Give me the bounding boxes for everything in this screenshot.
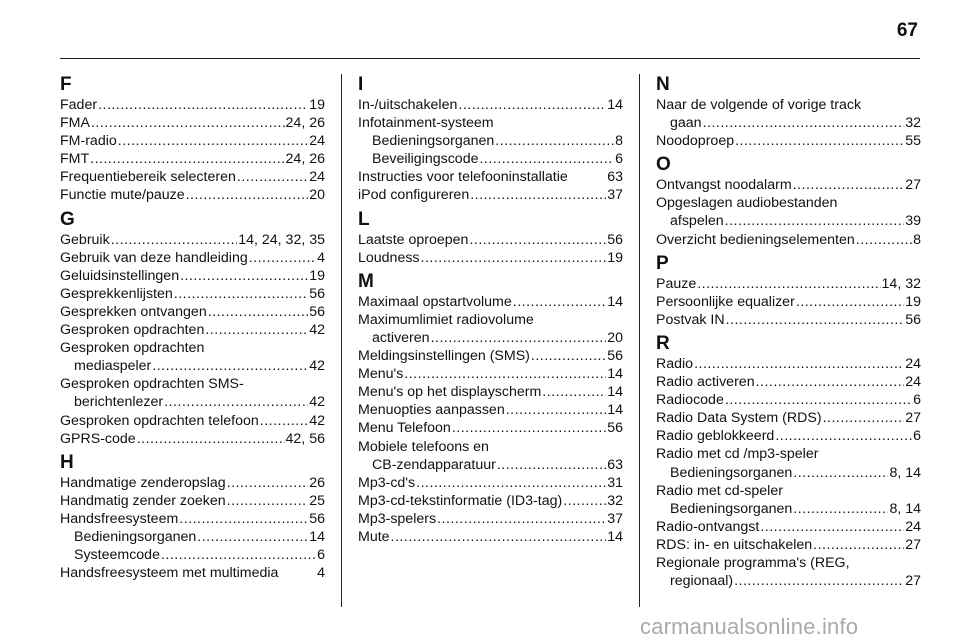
dot-leader [98, 96, 308, 114]
entry-page-ref: 56 [607, 231, 623, 248]
index-entry-heading: Gesproken opdrachten SMS- [60, 376, 244, 393]
entry-term: gaan [670, 115, 702, 132]
entry-term: Geluidsinstellingen [60, 267, 180, 284]
entry-term: Noodoproep [656, 133, 735, 150]
entry-term: Postvak IN [656, 311, 725, 328]
entry-term: Menu's op het displayscherm [358, 384, 542, 401]
dot-leader [793, 176, 905, 194]
entry-term: Menuopties aanpassen [358, 402, 505, 419]
entry-page-ref: 63 [607, 169, 623, 186]
section-letter: L [358, 208, 370, 230]
index-entry [656, 572, 921, 590]
entry-page-ref: 42 [309, 394, 325, 411]
section-letter: N [656, 74, 670, 95]
entry-term: Fader [60, 97, 98, 113]
index-entry-heading: Gesproken opdrachten [60, 340, 205, 357]
entry-page-ref: 37 [607, 510, 623, 527]
dot-leader [760, 518, 904, 536]
dot-leader [227, 474, 309, 492]
entry-term: Mute [358, 528, 390, 545]
entry-page-ref: 19 [309, 267, 325, 284]
entry-term: afspelen [670, 213, 724, 230]
dot-leader [725, 212, 905, 230]
index-entry [358, 293, 623, 311]
entry-page-ref: 6 [913, 428, 921, 445]
index-section [358, 209, 623, 267]
index-entry [60, 393, 325, 411]
dot-leader [404, 365, 606, 383]
index-column-1 [60, 74, 325, 586]
dot-leader [856, 231, 912, 249]
entry-term: Radio-ontvangst [656, 518, 760, 535]
index-entry [358, 329, 623, 347]
dot-leader [531, 347, 606, 365]
entry-page-ref: 27 [905, 177, 921, 194]
index-entry [358, 456, 623, 474]
dot-leader [118, 132, 308, 150]
dot-leader [391, 528, 607, 546]
entry-page-ref: 32 [607, 492, 623, 509]
entry-term: Bedieningsorganen [74, 528, 197, 545]
dot-leader [179, 510, 308, 528]
index-entry [60, 303, 325, 321]
column-divider [639, 74, 640, 607]
index-entry [656, 500, 921, 518]
dot-leader [416, 474, 606, 492]
dot-leader [421, 249, 607, 267]
entry-page-ref: 27 [905, 536, 921, 553]
index-entry [656, 176, 921, 194]
index-column-2 [358, 74, 623, 550]
dot-leader [697, 275, 880, 293]
index-section [358, 74, 623, 205]
entry-term: Mp3-cd-tekstinformatie (ID3-tag) [358, 492, 563, 509]
entry-term: Bedieningsorganen [372, 133, 495, 150]
entry-page-ref: 19 [607, 249, 623, 266]
entry-page-ref: 42, 56 [285, 430, 325, 447]
entry-term: Frequentiebereik selecteren [60, 169, 236, 186]
entry-page-ref: 56 [309, 510, 325, 527]
entry-term: Handsfreesysteem met multimedia [60, 565, 279, 582]
entry-term: Radio geblokkeerd [656, 428, 775, 445]
dot-leader [111, 231, 238, 249]
dot-leader [431, 329, 607, 347]
index-section [656, 333, 921, 590]
dot-leader [437, 510, 606, 528]
dot-leader [227, 492, 309, 510]
index-entry [358, 168, 623, 186]
index-entry [60, 474, 325, 492]
index-section [358, 271, 623, 546]
entry-term: Gebruik van deze handleiding [60, 249, 248, 266]
index-entry [60, 96, 325, 114]
dot-leader [563, 492, 606, 510]
dot-leader [186, 186, 309, 204]
index-entry [656, 275, 921, 293]
entry-page-ref: 20 [309, 187, 325, 204]
index-entry [358, 132, 623, 150]
dot-leader [497, 456, 606, 474]
index-entry [358, 249, 623, 267]
index-entry [358, 347, 623, 365]
entry-page-ref: 56 [607, 420, 623, 437]
entry-term: Menu's [358, 366, 404, 383]
dot-leader [735, 132, 904, 150]
entry-page-ref: 24 [905, 355, 921, 372]
entry-page-ref: 56 [607, 348, 623, 365]
dot-leader [137, 430, 285, 448]
dot-leader [260, 412, 308, 430]
index-entry [656, 293, 921, 311]
index-entry [60, 412, 325, 430]
entry-term: iPod configureren [358, 187, 470, 204]
entry-term: Gesprekken ontvangen [60, 303, 207, 320]
dot-leader [513, 293, 606, 311]
entry-term: In-/uitschakelen [358, 97, 458, 113]
entry-term: Handmatige zenderopslag [60, 474, 226, 491]
section-letter: M [358, 270, 374, 292]
entry-page-ref: 56 [309, 303, 325, 320]
index-entry [60, 186, 325, 204]
index-entry [358, 231, 623, 249]
index-entry [656, 536, 921, 554]
dot-leader [479, 150, 614, 168]
index-entry [358, 510, 623, 528]
entry-term: Beveiligingscode [372, 151, 479, 168]
index-entry [656, 464, 921, 482]
index-entry [60, 357, 325, 375]
watermark: carmanualsonline.info [640, 614, 859, 639]
entry-page-ref: 8, 14 [889, 500, 921, 517]
entry-page-ref: 8 [615, 133, 623, 150]
dot-leader [91, 114, 285, 132]
index-entry [358, 96, 623, 114]
index-entry-heading: Radio met cd /mp3-speler [656, 446, 819, 463]
section-letter: P [656, 252, 669, 274]
dot-leader [793, 500, 888, 518]
header-rule [60, 58, 920, 59]
index-entry [60, 249, 325, 267]
entry-term: Gesproken opdrachten telefoon [60, 412, 259, 429]
entry-page-ref: 24, 26 [285, 151, 325, 168]
section-letter: R [656, 332, 670, 354]
index-entry [656, 212, 921, 230]
entry-term: Menu Telefoon [358, 420, 451, 437]
entry-page-ref: 20 [607, 329, 623, 346]
index-entry-heading: Maximumlimiet radiovolume [358, 311, 534, 328]
entry-term: regionaal) [670, 573, 734, 590]
entry-page-ref: 14 [607, 293, 623, 310]
entry-page-ref: 14 [607, 366, 623, 383]
index-entry [60, 430, 325, 448]
entry-term: Mp3-cd's [358, 474, 416, 491]
entry-page-ref: 27 [905, 573, 921, 590]
index-entry [656, 427, 921, 445]
dot-leader [542, 383, 606, 401]
dot-leader [506, 401, 607, 419]
index-entry-heading: Naar de volgende of vorige track [656, 97, 862, 113]
index-section [60, 209, 325, 448]
entry-page-ref: 8 [913, 231, 921, 248]
entry-page-ref: 56 [309, 285, 325, 302]
entry-term: Systeemcode [74, 547, 160, 564]
index-entry [656, 518, 921, 536]
section-letter: I [358, 74, 364, 95]
entry-page-ref: 25 [309, 492, 325, 509]
entry-term: Handsfreesysteem [60, 510, 179, 527]
index-section [60, 74, 325, 205]
dot-leader [205, 321, 308, 339]
entry-page-ref: 14 [607, 528, 623, 545]
index-entry [358, 383, 623, 401]
index-entry [656, 373, 921, 391]
entry-term: Pauze [656, 275, 697, 292]
index-entry [656, 132, 921, 150]
dot-leader [174, 285, 308, 303]
entry-term: FM-radio [60, 133, 117, 150]
index-entry [358, 401, 623, 419]
dot-leader [703, 114, 905, 132]
dot-leader [725, 391, 912, 409]
index-entry [656, 311, 921, 329]
dot-leader [726, 311, 905, 329]
entry-term: Laatste oproepen [358, 231, 469, 248]
section-letter: F [60, 74, 72, 95]
entry-term: Ontvangst noodalarm [656, 177, 792, 194]
index-entry [358, 492, 623, 510]
entry-page-ref: 24, 26 [285, 115, 325, 132]
entry-page-ref: 24 [309, 133, 325, 150]
index-entry [60, 510, 325, 528]
entry-term: Radio activeren [656, 374, 755, 391]
entry-term: Instructies voor telefooninstallatie [358, 169, 568, 186]
entry-page-ref: 55 [905, 133, 921, 150]
index-entry-heading: Regionale programma's (REG, [656, 554, 850, 571]
entry-page-ref: 24 [905, 374, 921, 391]
dot-leader [164, 393, 308, 411]
entry-page-ref: 63 [607, 456, 623, 473]
entry-term: Mp3-spelers [358, 510, 437, 527]
page-number: 67 [896, 20, 918, 41]
entry-page-ref: 31 [607, 474, 623, 491]
dot-leader [469, 231, 606, 249]
dot-leader [495, 132, 614, 150]
column-divider [341, 74, 342, 607]
dot-leader [161, 546, 316, 564]
index-entry [60, 546, 325, 564]
entry-page-ref: 37 [607, 187, 623, 204]
dot-leader [152, 357, 308, 375]
index-entry [358, 150, 623, 168]
dot-leader [796, 293, 904, 311]
entry-page-ref: 14 [309, 528, 325, 545]
index-entry [60, 231, 325, 249]
entry-term: Meldingsinstellingen (SMS) [358, 348, 530, 365]
entry-page-ref: 14 [607, 384, 623, 401]
index-entry [60, 267, 325, 285]
entry-term: Handmatig zender zoeken [60, 492, 226, 509]
index-entry [656, 231, 921, 249]
dot-leader [237, 168, 308, 186]
entry-term: activeren [372, 329, 430, 346]
entry-term: FMA [60, 115, 90, 132]
entry-term: Gesproken opdrachten [60, 322, 205, 339]
index-entry [60, 285, 325, 303]
entry-term: Loudness [358, 249, 420, 266]
index-entry [358, 365, 623, 383]
index-section [656, 74, 921, 150]
entry-page-ref: 24 [905, 518, 921, 535]
dot-leader [458, 96, 606, 114]
entry-page-ref: 27 [905, 410, 921, 427]
index-entry [358, 186, 623, 204]
entry-page-ref: 14, 24, 32, 35 [238, 231, 325, 248]
index-section [60, 452, 325, 583]
entry-page-ref: 19 [309, 97, 325, 113]
entry-term: Radio [656, 355, 694, 372]
dot-leader [249, 249, 316, 267]
index-entry-heading: Infotainment-systeem [358, 115, 494, 132]
dot-leader [470, 186, 606, 204]
index-entry [60, 321, 325, 339]
entry-page-ref: 14 [607, 97, 623, 113]
index-entry-heading: Mobiele telefoons en [358, 438, 489, 455]
entry-page-ref: 32 [905, 115, 921, 132]
entry-term: FMT [60, 151, 90, 168]
entry-term: Gesprekkenlijsten [60, 285, 173, 302]
index-entry [60, 150, 325, 168]
entry-term: Functie mute/pauze [60, 187, 185, 204]
dot-leader [197, 528, 308, 546]
entry-page-ref: 42 [309, 358, 325, 375]
index-entry [358, 474, 623, 492]
entry-page-ref: 6 [615, 151, 623, 168]
dot-leader [813, 536, 904, 554]
section-letter: O [656, 154, 671, 176]
entry-page-ref: 4 [317, 565, 325, 582]
entry-page-ref: 42 [309, 412, 325, 429]
dot-leader [452, 419, 606, 437]
entry-term: GPRS-code [60, 430, 136, 447]
dot-leader [734, 572, 904, 590]
section-letter: H [60, 451, 74, 473]
entry-term: CB-zendapparatuur [372, 456, 496, 473]
dot-leader [208, 303, 309, 321]
entry-term: Radiocode [656, 392, 724, 409]
entry-page-ref: 42 [309, 322, 325, 339]
index-entry [656, 391, 921, 409]
index-section [656, 253, 921, 329]
index-entry [656, 409, 921, 427]
entry-term: Persoonlijke equalizer [656, 293, 795, 310]
dot-leader [775, 427, 912, 445]
index-entry [656, 114, 921, 132]
index-entry [60, 132, 325, 150]
dot-leader [180, 267, 308, 285]
entry-term: mediaspeler [74, 358, 152, 375]
entry-page-ref: 4 [317, 249, 325, 266]
index-entry-heading: Radio met cd-speler [656, 482, 783, 499]
entry-term: Gebruik [60, 231, 110, 248]
entry-page-ref: 14, 32 [881, 275, 921, 292]
index-entry [358, 528, 623, 546]
index-entry [358, 419, 623, 437]
entry-term: Maximaal opstartvolume [358, 293, 512, 310]
entry-term: Overzicht bedieningselementen [656, 231, 855, 248]
entry-page-ref: 56 [905, 311, 921, 328]
entry-term: Bedieningsorganen [670, 464, 793, 481]
index-column-3 [656, 74, 921, 594]
entry-page-ref: 6 [317, 547, 325, 564]
entry-page-ref: 6 [913, 392, 921, 409]
index-entry [656, 355, 921, 373]
entry-page-ref: 19 [905, 293, 921, 310]
entry-term: berichtenlezer [74, 394, 164, 411]
index-entry-heading: Opgeslagen audiobestanden [656, 195, 838, 212]
entry-term: Bedieningsorganen [670, 500, 793, 517]
index-entry [60, 492, 325, 510]
entry-page-ref: 14 [607, 402, 623, 419]
index-entry [60, 528, 325, 546]
dot-leader [823, 409, 905, 427]
section-letter: G [60, 208, 75, 230]
entry-page-ref: 24 [309, 169, 325, 186]
index-entry [60, 564, 325, 582]
index-entry [60, 114, 325, 132]
dot-leader [694, 355, 904, 373]
entry-term: Radio Data System (RDS) [656, 410, 822, 427]
entry-term: RDS: in- en uitschakelen [656, 536, 813, 553]
index-section [656, 154, 921, 248]
entry-page-ref: 26 [309, 474, 325, 491]
entry-page-ref: 39 [905, 213, 921, 230]
index-entry [60, 168, 325, 186]
dot-leader [756, 373, 905, 391]
dot-leader [793, 464, 888, 482]
dot-leader [90, 150, 284, 168]
entry-page-ref: 8, 14 [889, 464, 921, 481]
